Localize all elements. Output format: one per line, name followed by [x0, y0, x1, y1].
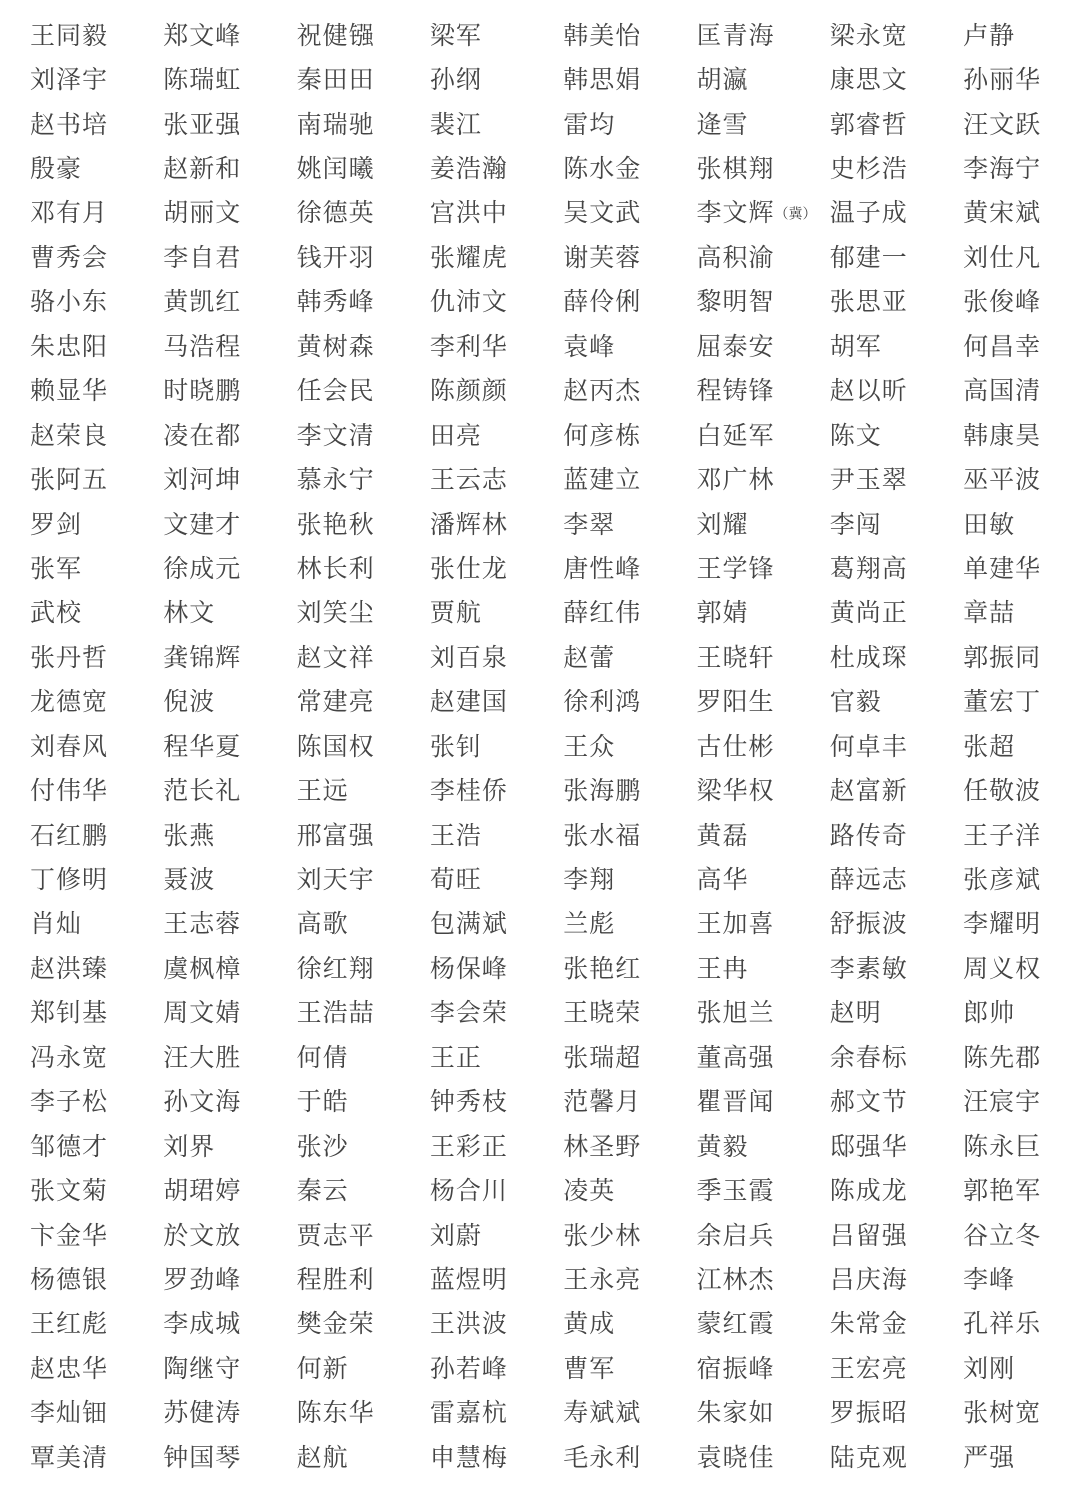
name-cell: 赵洪臻	[30, 953, 109, 983]
name-cell: 张钊	[429, 731, 482, 761]
name-cell: 程铸锋	[696, 376, 775, 406]
name-cell: 时晓鹏	[163, 376, 242, 406]
name-row	[30, 102, 1070, 146]
name-cell: 胡丽文	[163, 198, 242, 228]
name-cell: 林圣野	[563, 1131, 642, 1161]
name-cell: 刘仕凡	[963, 242, 1042, 272]
name-cell: 何昌幸	[963, 331, 1042, 361]
name-cell: 逄雪	[696, 109, 749, 139]
name-row	[30, 813, 1070, 857]
name-cell: 黄凯红	[163, 287, 242, 317]
name-cell: 唐性峰	[563, 553, 642, 583]
name-cell: 董高强	[696, 1042, 775, 1072]
name-cell: 胡军	[829, 331, 882, 361]
name-cell: 於文放	[163, 1220, 242, 1250]
name-cell: 高华	[696, 865, 749, 895]
name-cell: 邸强华	[829, 1131, 908, 1161]
name-cell: 张少林	[563, 1220, 642, 1250]
name-cell: 高国清	[963, 376, 1042, 406]
name-cell: 虞枫樟	[163, 953, 242, 983]
name-cell: 张棋翔	[696, 154, 775, 184]
name-cell: 蒙红霞	[696, 1309, 775, 1339]
name-cell: 潘辉林	[429, 509, 508, 539]
name-cell: 宿振峰	[696, 1353, 775, 1383]
name-cell: 徐成元	[163, 553, 242, 583]
name-cell: 蓝建立	[563, 465, 642, 495]
name-cell: 王志蓉	[163, 909, 242, 939]
name-cell: 张彦斌	[963, 865, 1042, 895]
name-cell: 康思文	[829, 65, 908, 95]
name-cell: 严强	[963, 1442, 1016, 1472]
name-row	[30, 680, 1070, 724]
name-cell: 路传奇	[829, 820, 908, 850]
name-cell: 黄宋斌	[963, 198, 1042, 228]
name-row	[30, 1391, 1070, 1435]
name-cell: 杨德银	[30, 1264, 109, 1294]
name-cell: 官毅	[829, 687, 882, 717]
name-cell: 林文	[163, 598, 216, 628]
name-cell: 张瑞超	[563, 1042, 642, 1072]
name-cell: 张耀虎	[429, 242, 508, 272]
name-cell: 曹秀会	[30, 242, 109, 272]
name-cell: 张树宽	[963, 1398, 1042, 1428]
name-cell: 慕永宁	[296, 465, 375, 495]
name-row	[30, 1435, 1070, 1479]
name-row	[30, 1035, 1070, 1079]
name-cell: 王云志	[429, 465, 508, 495]
name-cell: 凌在都	[163, 420, 242, 450]
name-cell: 石红鹏	[30, 820, 109, 850]
name-cell: 陈永巨	[963, 1131, 1042, 1161]
name-cell: 罗劲峰	[163, 1264, 242, 1294]
name-cell: 胡珺婷	[163, 1176, 242, 1206]
name-cell: 王远	[296, 776, 349, 806]
name-cell: 赵明	[829, 998, 882, 1028]
name-cell: 韩秀峰	[296, 287, 375, 317]
name-cell: 周文婧	[163, 998, 242, 1028]
name-cell: 于皓	[296, 1087, 349, 1117]
name-row	[30, 457, 1070, 501]
name-cell: 姚闰曦	[296, 154, 375, 184]
name-cell: 陈国权	[296, 731, 375, 761]
name-row	[30, 1302, 1070, 1346]
name-cell: 温子成	[829, 198, 908, 228]
name-cell: 梁永宽	[829, 20, 908, 50]
name-cell: 陈文	[829, 420, 882, 450]
name-cell: 陈水金	[563, 154, 642, 184]
name-cell: 赵以昕	[829, 376, 908, 406]
name-cell: 孙丽华	[963, 65, 1042, 95]
name-cell: 李灿钿	[30, 1398, 109, 1428]
name-cell: 赵书培	[30, 109, 109, 139]
name-cell: 赵富新	[829, 776, 908, 806]
name-cell: 赵建国	[429, 687, 508, 717]
name-cell: 钟秀枝	[429, 1087, 508, 1117]
name-cell: 郭睿哲	[829, 109, 908, 139]
name-cell: 毛永利	[563, 1442, 642, 1472]
name-cell: 徐德英	[296, 198, 375, 228]
name-cell: 肖灿	[30, 909, 83, 939]
name-cell: 李子松	[30, 1087, 109, 1117]
name-cell: 赵文祥	[296, 642, 375, 672]
name-cell: 何彦栋	[563, 420, 642, 450]
name-cell: 王洪波	[429, 1309, 508, 1339]
name-cell: 范长礼	[163, 776, 242, 806]
name-cell: 陈东华	[296, 1398, 375, 1428]
name-row	[30, 546, 1070, 590]
name-cell: 秦云	[296, 1176, 349, 1206]
name-cell: 王永亮	[563, 1264, 642, 1294]
name-row	[30, 1213, 1070, 1257]
name-cell: 曹军	[563, 1353, 616, 1383]
name-row	[30, 57, 1070, 101]
name-cell: 王正	[429, 1042, 482, 1072]
name-row	[30, 191, 1070, 235]
name-cell: 陆克观	[829, 1442, 908, 1472]
name-cell: 赵蕾	[563, 642, 616, 672]
name-cell: 谢芙蓉	[563, 242, 642, 272]
name-cell: 赵新和	[163, 154, 242, 184]
name-cell: 赵忠华	[30, 1353, 109, 1383]
name-cell: 张沙	[296, 1131, 349, 1161]
name-cell: 张水福	[563, 820, 642, 850]
name-cell: 赖显华	[30, 376, 109, 406]
name-cell: 汪宸宇	[963, 1087, 1042, 1117]
name-cell: 薛伶俐	[563, 287, 642, 317]
name-row	[30, 13, 1070, 57]
name-cell: 汪文跃	[963, 109, 1042, 139]
name-cell: 王红彪	[30, 1309, 109, 1339]
name-cell: 郑钊基	[30, 998, 109, 1028]
name-row	[30, 146, 1070, 190]
name-cell: 何新	[296, 1353, 349, 1383]
name-cell: 武校	[30, 598, 83, 628]
name-cell: 贾志平	[296, 1220, 375, 1250]
name-cell: 雷均	[563, 109, 616, 139]
name-row	[30, 591, 1070, 635]
name-cell: 郭振同	[963, 642, 1042, 672]
name-cell: 黄尚正	[829, 598, 908, 628]
name-cell: 黄磊	[696, 820, 749, 850]
name-cell: 王晓轩	[696, 642, 775, 672]
name-cell: 何卓丰	[829, 731, 908, 761]
name-cell: 程华夏	[163, 731, 242, 761]
name-cell: 程胜利	[296, 1264, 375, 1294]
name-cell: 郝文节	[829, 1087, 908, 1117]
name-cell: 范馨月	[563, 1087, 642, 1117]
name-cell: 王宏亮	[829, 1353, 908, 1383]
name-cell: 张旭兰	[696, 998, 775, 1028]
name-cell: 丁修明	[30, 865, 109, 895]
name-cell: 刘泽宇	[30, 65, 109, 95]
name-cell: 孙文海	[163, 1087, 242, 1117]
name-cell: 申慧梅	[429, 1442, 508, 1472]
name-cell: 付伟华	[30, 776, 109, 806]
name-cell: 李文清	[296, 420, 375, 450]
name-cell: 杜成琛	[829, 642, 908, 672]
name-cell: 韩思娟	[563, 65, 642, 95]
name-cell: 刘笑尘	[296, 598, 375, 628]
name-row	[30, 1124, 1070, 1168]
name-row	[30, 635, 1070, 679]
name-cell: 朱家如	[696, 1398, 775, 1428]
name-cell: 孔祥乐	[963, 1309, 1042, 1339]
name-cell: 宫洪中	[429, 198, 508, 228]
name-cell: 薛红伟	[563, 598, 642, 628]
name-row	[30, 1168, 1070, 1212]
name-cell: 匡青海	[696, 20, 775, 50]
name-cell: 江林杰	[696, 1264, 775, 1294]
name-cell: 陶继守	[163, 1353, 242, 1383]
name-row	[30, 280, 1070, 324]
name-cell: 尹玉翠	[829, 465, 908, 495]
name-cell: 黄毅	[696, 1131, 749, 1161]
name-cell: 邹德才	[30, 1131, 109, 1161]
name-row	[30, 1080, 1070, 1124]
name-cell: 王晓荣	[563, 998, 642, 1028]
name-cell: 凌英	[563, 1176, 616, 1206]
name-cell: 李文辉（冀）	[696, 198, 817, 228]
name-cell: 裴江	[429, 109, 482, 139]
name-cell: 王学锋	[696, 553, 775, 583]
name-cell: 李利华	[429, 331, 508, 361]
name-cell: 陈颜颜	[429, 376, 508, 406]
name-cell: 李海宁	[963, 154, 1042, 184]
name-cell: 张艳红	[563, 953, 642, 983]
name-cell: 徐利鸿	[563, 687, 642, 717]
name-row	[30, 324, 1070, 368]
name-cell: 高歌	[296, 909, 349, 939]
name-row	[30, 991, 1070, 1035]
name-cell: 殷豪	[30, 154, 83, 184]
name-cell: 蓝煜明	[429, 1264, 508, 1294]
name-cell: 苏健涛	[163, 1398, 242, 1428]
name-cell: 冯永宽	[30, 1042, 109, 1072]
name-cell: 韩康昊	[963, 420, 1042, 450]
name-cell: 舒振波	[829, 909, 908, 939]
name-cell: 高积渝	[696, 242, 775, 272]
name-cell: 瞿晋闻	[696, 1087, 775, 1117]
name-cell: 陈瑞虹	[163, 65, 242, 95]
name-cell: 张军	[30, 553, 83, 583]
name-row	[30, 413, 1070, 457]
name-cell: 罗阳生	[696, 687, 775, 717]
name-cell: 郭艳军	[963, 1176, 1042, 1206]
name-cell: 刘春风	[30, 731, 109, 761]
name-cell: 李翔	[563, 865, 616, 895]
name-row	[30, 902, 1070, 946]
name-cell: 姜浩瀚	[429, 154, 508, 184]
name-cell: 王众	[563, 731, 616, 761]
name-cell: 郁建一	[829, 242, 908, 272]
name-cell: 邓有月	[30, 198, 109, 228]
name-cell: 龚锦辉	[163, 642, 242, 672]
name-cell: 巫平波	[963, 465, 1042, 495]
name-cell: 王加喜	[696, 909, 775, 939]
name-cell: 单建华	[963, 553, 1042, 583]
name-cell: 田亮	[429, 420, 482, 450]
name-cell: 荀旺	[429, 865, 482, 895]
name-cell: 覃美清	[30, 1442, 109, 1472]
name-cell: 孙若峰	[429, 1353, 508, 1383]
name-cell: 秦田田	[296, 65, 375, 95]
name-cell: 王同毅	[30, 20, 109, 50]
name-cell: 邢富强	[296, 820, 375, 850]
name-cell: 樊金荣	[296, 1309, 375, 1339]
name-cell: 梁华权	[696, 776, 775, 806]
name-cell: 胡瀛	[696, 65, 749, 95]
name-cell: 朱常金	[829, 1309, 908, 1339]
name-cell: 张丹哲	[30, 642, 109, 672]
name-cell: 罗剑	[30, 509, 83, 539]
name-cell: 任会民	[296, 376, 375, 406]
name-cell: 李成城	[163, 1309, 242, 1339]
name-cell: 王彩正	[429, 1131, 508, 1161]
name-cell: 白延军	[696, 420, 775, 450]
name-cell: 郎帅	[963, 998, 1016, 1028]
name-cell: 李自君	[163, 242, 242, 272]
name-cell: 仇沛文	[429, 287, 508, 317]
name-cell: 南瑞驰	[296, 109, 375, 139]
name-cell: 韩美怡	[563, 20, 642, 50]
name-cell: 祝健镪	[296, 20, 375, 50]
name-cell: 赵航	[296, 1442, 349, 1472]
name-cell: 章喆	[963, 598, 1016, 628]
name-row	[30, 768, 1070, 812]
name-cell: 郑文峰	[163, 20, 242, 50]
name-cell: 张燕	[163, 820, 216, 850]
name-row	[30, 369, 1070, 413]
name-cell: 屈泰安	[696, 331, 775, 361]
name-cell: 张俊峰	[963, 287, 1042, 317]
name-cell: 余春标	[829, 1042, 908, 1072]
name-cell: 兰彪	[563, 909, 616, 939]
name-cell: 王冉	[696, 953, 749, 983]
name-cell: 袁晓佳	[696, 1442, 775, 1472]
name-cell: 聂波	[163, 865, 216, 895]
name-cell: 李闯	[829, 509, 882, 539]
name-cell: 黄成	[563, 1309, 616, 1339]
name-cell: 文建才	[163, 509, 242, 539]
name-cell: 黎明智	[696, 287, 775, 317]
name-cell: 黄树森	[296, 331, 375, 361]
name-cell: 包满斌	[429, 909, 508, 939]
name-cell: 刘蔚	[429, 1220, 482, 1250]
name-cell: 古仕彬	[696, 731, 775, 761]
name-cell: 李桂侨	[429, 776, 508, 806]
name-cell: 吕留强	[829, 1220, 908, 1250]
name-cell: 刘百泉	[429, 642, 508, 672]
name-cell: 刘天宇	[296, 865, 375, 895]
name-cell: 董宏丁	[963, 687, 1042, 717]
name-cell: 袁峰	[563, 331, 616, 361]
name-cell: 倪波	[163, 687, 216, 717]
name-cell: 刘耀	[696, 509, 749, 539]
name-cell: 谷立冬	[963, 1220, 1042, 1250]
name-cell: 贾航	[429, 598, 482, 628]
name-cell: 朱忠阳	[30, 331, 109, 361]
name-cell: 周义权	[963, 953, 1042, 983]
name-row	[30, 1346, 1070, 1390]
name-cell: 张文菊	[30, 1176, 109, 1206]
name-cell: 李素敏	[829, 953, 908, 983]
name-cell: 陈先郡	[963, 1042, 1042, 1072]
name-cell: 徐红翔	[296, 953, 375, 983]
name-cell: 陈成龙	[829, 1176, 908, 1206]
name-cell: 薛远志	[829, 865, 908, 895]
name-cell: 钟国琴	[163, 1442, 242, 1472]
name-row	[30, 946, 1070, 990]
name-cell: 任敬波	[963, 776, 1042, 806]
name-row	[30, 724, 1070, 768]
name-cell: 雷嘉杭	[429, 1398, 508, 1428]
name-cell: 张仕龙	[429, 553, 508, 583]
name-cell: 史杉浩	[829, 154, 908, 184]
name-cell: 张思亚	[829, 287, 908, 317]
name-cell: 余启兵	[696, 1220, 775, 1250]
name-row	[30, 502, 1070, 546]
name-cell: 汪大胜	[163, 1042, 242, 1072]
name-cell: 常建亮	[296, 687, 375, 717]
name-cell: 吴文武	[563, 198, 642, 228]
name-cell: 田敏	[963, 509, 1016, 539]
name-cell: 骆小东	[30, 287, 109, 317]
name-cell: 寿斌斌	[563, 1398, 642, 1428]
name-row	[30, 857, 1070, 901]
name-cell: 赵荣良	[30, 420, 109, 450]
name-cell: 卞金华	[30, 1220, 109, 1250]
name-cell: 李会荣	[429, 998, 508, 1028]
name-cell: 马浩程	[163, 331, 242, 361]
name-cell: 李耀明	[963, 909, 1042, 939]
name-cell: 葛翔高	[829, 553, 908, 583]
name-cell: 梁军	[429, 20, 482, 50]
name-cell: 张超	[963, 731, 1016, 761]
name-cell: 杨合川	[429, 1176, 508, 1206]
name-cell: 何倩	[296, 1042, 349, 1072]
name-list-grid	[30, 13, 1070, 1479]
name-row	[30, 1257, 1070, 1301]
name-cell: 王浩喆	[296, 998, 375, 1028]
name-cell: 罗振昭	[829, 1398, 908, 1428]
name-cell: 王浩	[429, 820, 482, 850]
name-cell: 郭婧	[696, 598, 749, 628]
name-cell: 吕庆海	[829, 1264, 908, 1294]
name-cell: 张海鹏	[563, 776, 642, 806]
name-cell: 刘界	[163, 1131, 216, 1161]
name-cell: 卢静	[963, 20, 1016, 50]
name-cell: 刘河坤	[163, 465, 242, 495]
name-cell: 邓广林	[696, 465, 775, 495]
name-cell: 李翠	[563, 509, 616, 539]
name-cell: 钱开羽	[296, 242, 375, 272]
name-cell: 赵丙杰	[563, 376, 642, 406]
name-cell: 张阿五	[30, 465, 109, 495]
name-cell: 孙纲	[429, 65, 482, 95]
name-cell: 王子洋	[963, 820, 1042, 850]
name-cell: 季玉霞	[696, 1176, 775, 1206]
name-cell: 张亚强	[163, 109, 242, 139]
name-cell: 林长利	[296, 553, 375, 583]
name-cell: 龙德宽	[30, 687, 109, 717]
name-cell: 刘刚	[963, 1353, 1016, 1383]
name-cell: 李峰	[963, 1264, 1016, 1294]
name-cell: 张艳秋	[296, 509, 375, 539]
name-cell: 杨保峰	[429, 953, 508, 983]
name-row	[30, 235, 1070, 279]
